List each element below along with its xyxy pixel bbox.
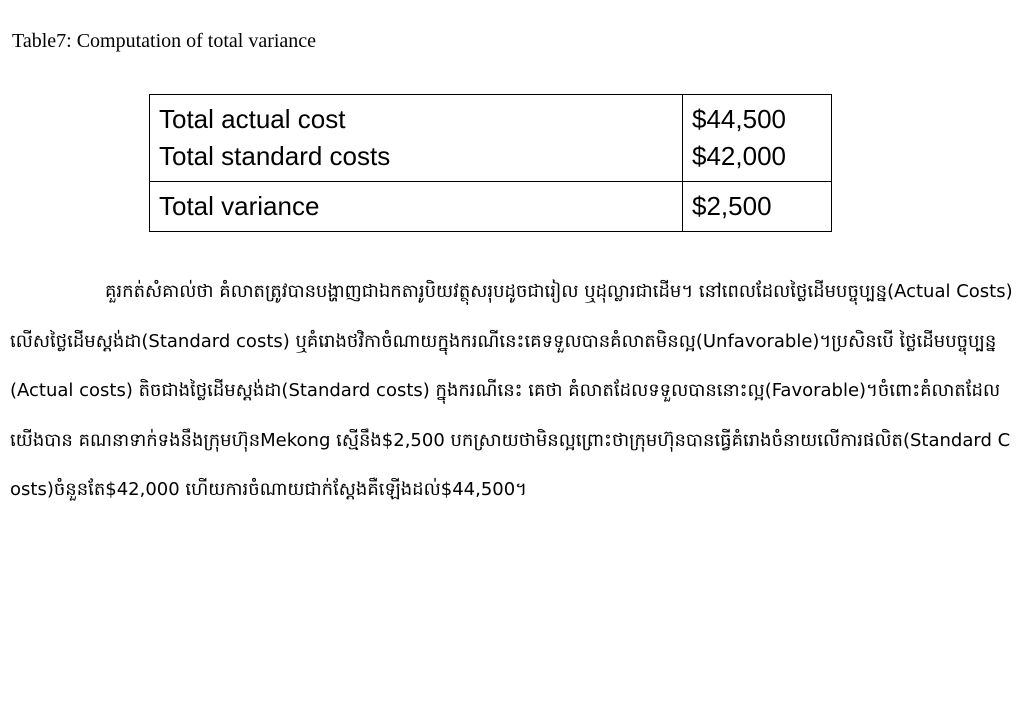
table-cell-label [150, 95, 683, 182]
table-cell-value [683, 95, 832, 182]
table-row [150, 182, 832, 232]
variance-table [149, 94, 832, 232]
total-variance-label: Total variance [159, 191, 320, 221]
table-row [150, 95, 832, 182]
page-title: Table7: Computation of total variance [12, 30, 317, 52]
explanation-paragraph: គួរកត់សំគាល់ថា គំលាតត្រូវបានបង្ហាញជាឯកតារូបិយវត្ថុសរុបដូចជារៀល ឬដុល្លារជាដើម។ នៅពេលដែលថ្លៃដើមបច្ចុប្បន្ន(Actual Costs) លើសថ្លៃដើមស្តង់ដា(Standard costs) ឬគំរោងថវិកាចំណាយក្នុងករណីនេះគេទទួលបានគំលាតមិនល្អ(Unfavorable)។ប្រសិនបើ ថ្លៃដើមបច្ចុប្បន្ន(Actual costs) តិចជាងថ្លៃដើមស្តង់ដា(Standard costs) ក្នុងករណីនេះ គេថា គំលាតដែលទទួលបាននោះល្អ(Favorable)។ចំពោះគំលាតដែលយើងបាន គណនាទាក់ទងនឹងក្រុមហ៊ុនMekong ស្មើនឹង$2,500 បកស្រាយថាមិនល្អព្រោះថាក្រុមហ៊ុនបានធ្វើគំរោងចំនាយលើការផលិត(Standard Costs)ចំនួនតែ$42,000 ហើយការចំណាយជាក់ស្តែងគឺឡើងដល់$44,500។ [10, 281, 1013, 500]
standard-cost-value: $42,000 [692, 141, 786, 171]
total-variance-value: $2,500 [692, 191, 772, 221]
table-cell-label [150, 182, 683, 232]
standard-cost-label: Total standard costs [159, 141, 391, 171]
actual-cost-value: $44,500 [692, 104, 786, 134]
actual-cost-label: Total actual cost [159, 104, 346, 134]
table-cell-value [683, 182, 832, 232]
